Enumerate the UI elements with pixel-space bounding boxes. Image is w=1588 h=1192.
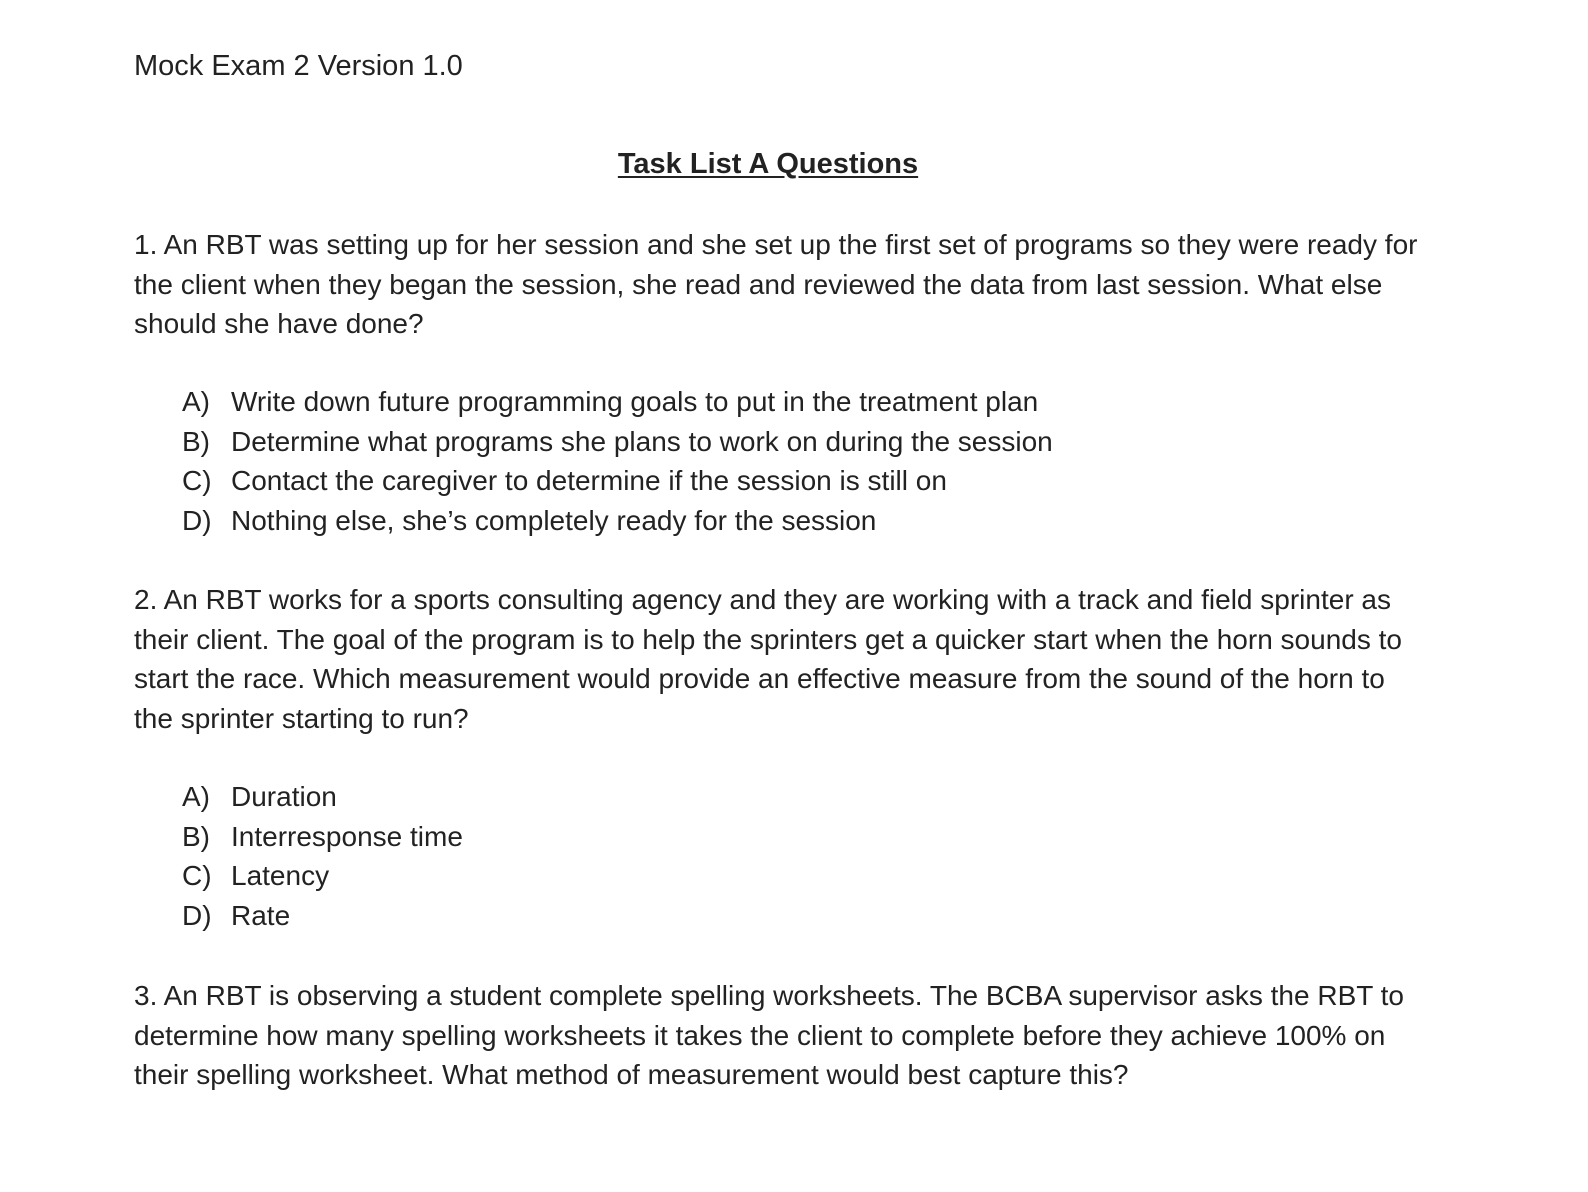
question-2-options: [182, 777, 463, 935]
question-2-option-d: [182, 896, 463, 936]
option-letter: B): [182, 820, 210, 852]
option-letter: A): [182, 386, 210, 417]
question-2-text: 2. An RBT works for a sports consulting agency and they are working with a track and field sprinter as their client. The goal of the program is to help the sprinters get a quicker start when the horn sounds to start the race. Which measurement would provide an effective measure from the sound of the horn to the sprinter starting to run?: [134, 584, 1402, 734]
question-1-text: 1. An RBT was setting up for her session and she set up the first set of programs so they were ready for the client when they began the session, she read and reviewed the data from last session. What else should she have done?: [134, 229, 1418, 339]
option-letter: C): [182, 860, 212, 891]
option-text: Contact the caregiver to determine if the session is still on: [231, 465, 947, 496]
document-header-title: Mock Exam 2 Version 1.0: [134, 50, 463, 82]
option-letter: A): [182, 781, 210, 812]
question-1-option-a: [182, 382, 1053, 422]
option-text: Nothing else, she’s completely ready for the session: [231, 504, 877, 536]
option-text: Determine what programs she plans to work on during the session: [231, 425, 1053, 457]
option-letter: B): [182, 425, 210, 457]
question-2-option-a: [182, 777, 463, 817]
section-heading: Task List A Questions: [617, 148, 919, 180]
question-1-option-c: [182, 461, 1053, 501]
question-2-option-c: [182, 856, 463, 896]
option-text: Write down future programming goals to put in the treatment plan: [231, 386, 1039, 417]
question-1-option-b: [182, 422, 1053, 462]
option-letter: D): [182, 504, 212, 536]
option-letter: C): [182, 465, 212, 496]
option-text: Rate: [231, 899, 291, 931]
option-text: Latency: [231, 860, 330, 891]
option-text: Duration: [231, 781, 337, 812]
question-1-options: [182, 382, 1053, 540]
option-letter: D): [182, 899, 212, 931]
question-2-option-b: [182, 817, 463, 857]
option-text: Interresponse time: [231, 820, 463, 852]
question-3-text: 3. An RBT is observing a student complete spelling worksheets. The BCBA supervisor asks the RBT to determine how many spelling worksheets it takes the client to complete before they achieve 100% on their spelling worksheet. What method of measurement would best capture this?: [134, 980, 1404, 1090]
question-1-option-d: [182, 501, 1053, 541]
